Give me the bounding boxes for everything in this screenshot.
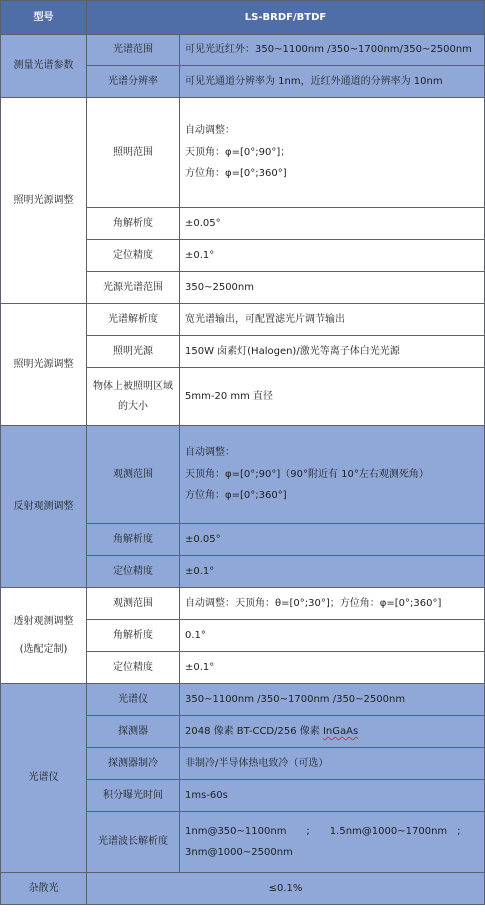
param-name: 光谱波长解析度: [87, 812, 180, 873]
table-row: [1, 35, 485, 66]
table-header-row: [1, 1, 485, 35]
param-value: 5mm-20 mm 直径: [180, 368, 485, 426]
header-model: 型号: [1, 1, 87, 35]
param-value: ±0.05°: [180, 208, 485, 240]
param-value: 0.1°: [180, 620, 485, 652]
value-line: 天顶角：φ=[0°;90°]；: [185, 146, 291, 158]
param-name: 积分曝光时间: [87, 780, 180, 812]
param-value: [180, 426, 485, 524]
param-value: [180, 716, 485, 748]
param-name: 角解析度: [87, 524, 180, 556]
table-row: [1, 304, 485, 336]
param-name: 定位精度: [87, 556, 180, 588]
param-name: 观测范围: [87, 588, 180, 620]
param-name: 角解析度: [87, 208, 180, 240]
param-name: 观测范围: [87, 426, 180, 524]
param-value: ±0.1°: [180, 652, 485, 684]
param-value: 1ms-60s: [180, 780, 485, 812]
param-name: 光谱分辨率: [87, 66, 180, 98]
param-value: ≤0.1%: [87, 873, 485, 905]
param-name: 光谱范围: [87, 35, 180, 66]
param-value: 350~2500nm: [180, 272, 485, 304]
group-label: 照明光源调整: [1, 98, 87, 304]
value-line: 自动调整：: [185, 447, 235, 459]
param-name: 角解析度: [87, 620, 180, 652]
param-name: 照明光源: [87, 336, 180, 368]
param-value: 可见光通道分辨率为 1nm，近红外通道的分辨率为 10nm: [180, 66, 485, 98]
param-value: [180, 812, 485, 873]
param-value: 非制冷/半导体热电致冷（可选）: [180, 748, 485, 780]
group-note: (选配定制): [19, 643, 68, 655]
param-value: 350~1100nm /350~1700nm /350~2500nm: [180, 684, 485, 716]
header-model-value: LS-BRDF/BTDF: [87, 1, 485, 35]
param-value: 可见光近红外：350~1100nm /350~1700nm/350~2500nm: [180, 35, 485, 66]
group-label: 杂散光: [1, 873, 87, 905]
table-row: [1, 588, 485, 620]
value-line: 方位角：φ=[0°;360°]: [185, 490, 287, 502]
param-name: 光谱解析度: [87, 304, 180, 336]
group-label: 反射观测调整: [1, 426, 87, 588]
param-name: 探测器: [87, 716, 180, 748]
param-value: ±0.05°: [180, 524, 485, 556]
param-value: 150W 卤素灯(Halogen)/激光等离子体白光光源: [180, 336, 485, 368]
group-label: 照明光源调整: [1, 304, 87, 426]
param-name: 定位精度: [87, 652, 180, 684]
param-name: 光源光谱范围: [87, 272, 180, 304]
param-value: 宽光谱输出，可配置滤光片调节输出: [180, 304, 485, 336]
value-line: 自动调整：: [185, 125, 235, 137]
value-line: 3nm@1000~2500nm: [185, 847, 293, 858]
param-value: 自动调整：天顶角：θ=[0°;30°]；方位角：φ=[0°;360°]: [180, 588, 485, 620]
table-row: [1, 426, 485, 524]
param-name: 光谱仪: [87, 684, 180, 716]
param-value: ±0.1°: [180, 556, 485, 588]
param-name: 探测器制冷: [87, 748, 180, 780]
value-line: 方位角：φ=[0°;360°]: [185, 168, 287, 180]
param-value: [180, 98, 485, 208]
param-name: 照明范围: [87, 98, 180, 208]
table-row: [1, 873, 485, 905]
param-name: 定位精度: [87, 240, 180, 272]
group-label: 光谱仪: [1, 684, 87, 873]
group-title: 透射观测调整: [13, 616, 74, 627]
group-label: 测量光谱参数: [1, 35, 87, 98]
param-value: ±0.1°: [180, 240, 485, 272]
table-row: [1, 98, 485, 208]
group-label: [1, 588, 87, 684]
spellcheck-text: InGaAs: [322, 725, 359, 737]
value-text: 2048 像素 BT-CCD/256 像素: [185, 725, 323, 737]
table-row: [1, 684, 485, 716]
value-line: 天顶角：φ=[0°;90°]（90°附近有 10°左右观测死角）: [185, 468, 429, 480]
param-name: 物体上被照明区域的大小: [87, 368, 180, 426]
value-line: 1nm@350~1100nm ; 1.5nm@1000~1700nm ;: [185, 825, 461, 837]
